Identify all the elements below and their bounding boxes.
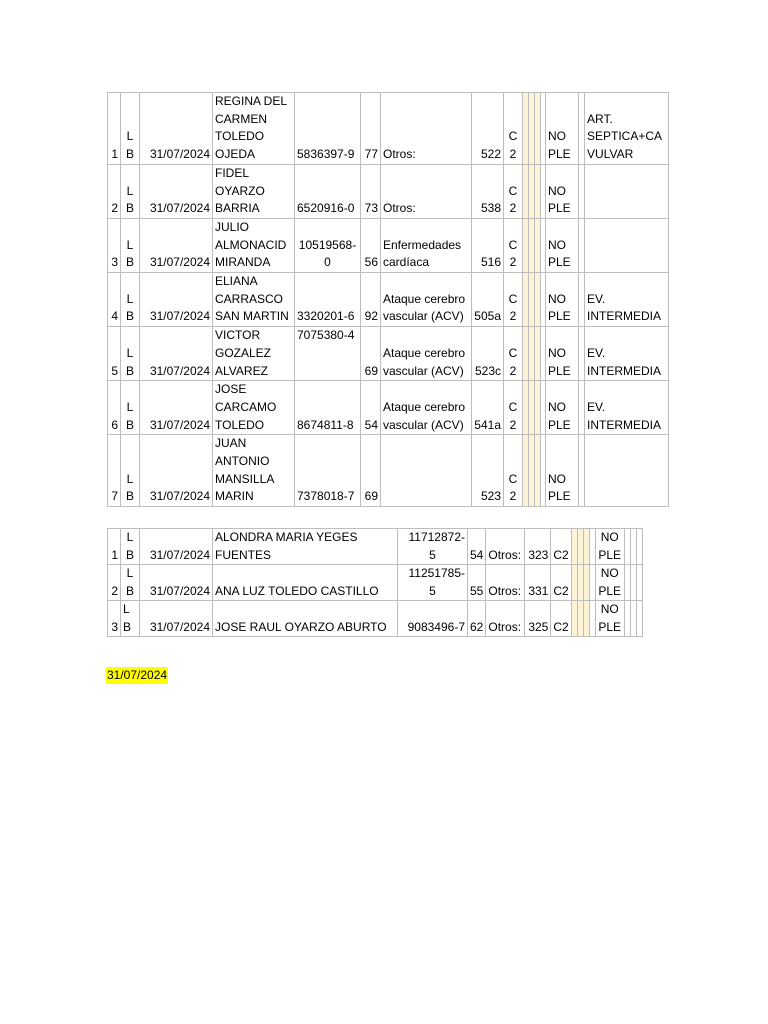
rut-cell: 7075380-4 — [295, 327, 361, 381]
note-cell: EV. INTERMEDIA — [585, 327, 669, 381]
bed-code — [121, 327, 140, 381]
diagnosis-cell: Otros: — [381, 93, 472, 165]
bed-letter-l: L — [126, 566, 134, 580]
table-row — [108, 565, 643, 601]
status-no: NO — [548, 291, 566, 306]
empty-cell — [636, 601, 642, 637]
bed-letter-l: L — [126, 237, 134, 252]
code-cell: 523c — [472, 327, 504, 381]
bed-letter-b: B — [125, 255, 134, 270]
patient-name-line: OJEDA — [215, 147, 256, 162]
status-cell — [546, 381, 579, 435]
patient-name-line: SAN MARTIN — [215, 309, 289, 324]
patient-name — [213, 529, 398, 565]
patient-name-line: MARIN — [215, 489, 254, 504]
patient-name — [213, 273, 295, 327]
patient-name-line: TOLEDO — [215, 129, 265, 144]
bed-letter-b: B — [125, 147, 134, 162]
age-cell: 55 — [468, 565, 486, 601]
age-cell: 69 — [361, 327, 381, 381]
status-no: NO — [548, 129, 566, 144]
diagnosis-cell: Otros: — [486, 565, 525, 601]
bed-code — [121, 218, 140, 272]
age-cell: 92 — [361, 273, 381, 327]
patient-name-line: FUENTES — [215, 547, 272, 562]
code-cell: 541a — [472, 381, 504, 435]
status-ple: PLE — [548, 417, 571, 432]
table-row — [108, 381, 669, 435]
table-row — [108, 327, 669, 381]
date-cell: 31/07/2024 — [140, 435, 213, 507]
rut-cell — [398, 529, 468, 565]
table-row — [108, 93, 669, 165]
bed-letter-b: B — [125, 363, 134, 378]
bed-code — [121, 273, 140, 327]
rut-cell: 6520916-0 — [295, 164, 361, 218]
date-cell: 31/07/2024 — [140, 93, 213, 165]
note-cell: ART. SEPTICA+CA VULVAR — [585, 93, 669, 165]
table-row — [108, 435, 669, 507]
patient-name — [213, 601, 398, 637]
row-number: 6 — [108, 381, 121, 435]
patient-name — [213, 381, 295, 435]
bed-letter-l: L — [126, 345, 134, 360]
age-cell: 73 — [361, 164, 381, 218]
status-no: NO — [548, 399, 566, 414]
bed-letter-l: L — [126, 129, 134, 144]
status-no: NO — [600, 566, 619, 580]
diagnosis-cell: Otros: — [486, 529, 525, 565]
patient-name-line: MANSILLA — [215, 471, 275, 486]
note-cell — [585, 435, 669, 507]
category-cell — [504, 435, 523, 507]
code-cell: 323 — [525, 529, 551, 565]
empty-cell — [636, 565, 642, 601]
status-cell — [546, 273, 579, 327]
rut-part-a: 11712872- — [408, 530, 465, 544]
row-number: 4 — [108, 273, 121, 327]
patient-name-line: ANTONIO — [215, 454, 270, 469]
bed-letter-b: B — [125, 489, 134, 504]
category-number: 2 — [509, 363, 517, 378]
date-cell: 31/07/2024 — [140, 381, 213, 435]
age-cell: 69 — [361, 435, 381, 507]
patient-name — [213, 93, 295, 165]
patient-name — [213, 435, 295, 507]
patient-table-1 — [107, 92, 669, 507]
status-cell — [546, 164, 579, 218]
code-cell: 522 — [472, 93, 504, 165]
patient-name-line: FIDEL — [215, 165, 250, 180]
note-cell — [585, 218, 669, 272]
status-ple: PLE — [548, 363, 571, 378]
category-cell — [504, 218, 523, 272]
status-no: NO — [600, 602, 619, 616]
bed-code — [121, 565, 140, 601]
category-number: 2 — [509, 255, 517, 270]
bed-letter-l: L — [126, 399, 134, 414]
patient-name-line: MIRANDA — [215, 255, 271, 270]
bed-code — [121, 601, 140, 637]
status-ple: PLE — [598, 583, 622, 598]
bed-letter-b: B — [125, 583, 134, 598]
patient-name-line: GOZALEZ — [215, 345, 272, 360]
bed-code — [121, 381, 140, 435]
category-number: 2 — [509, 417, 517, 432]
category-cell — [504, 273, 523, 327]
date-cell: 31/07/2024 — [140, 327, 213, 381]
date-cell: 31/07/2024 — [140, 565, 213, 601]
patient-name-line: ALVAREZ — [215, 363, 268, 378]
empty-cell — [636, 529, 642, 565]
row-number: 5 — [108, 327, 121, 381]
age-cell: 62 — [468, 601, 486, 637]
row-number: 3 — [108, 218, 121, 272]
status-no: NO — [548, 471, 566, 486]
category-cell: C2 — [551, 529, 571, 565]
note-cell: EV. INTERMEDIA — [585, 273, 669, 327]
category-letter: C — [508, 129, 518, 144]
category-number: 2 — [509, 201, 517, 216]
bed-letter-l: L — [126, 530, 134, 544]
patient-name-line: VICTOR — [215, 328, 261, 343]
rut-cell: 3320201-6 — [295, 273, 361, 327]
rut-part-a: 11251785- — [408, 566, 465, 580]
bed-letter-l: L — [126, 291, 134, 306]
rut-cell — [398, 565, 468, 601]
code-cell: 523 — [472, 435, 504, 507]
bed-code — [121, 529, 140, 565]
category-number: 2 — [509, 489, 517, 504]
patient-name — [213, 164, 295, 218]
rut-cell: 10519568-0 — [295, 218, 361, 272]
rut-cell — [398, 601, 468, 637]
category-cell — [504, 327, 523, 381]
status-cell — [546, 435, 579, 507]
row-number: 2 — [108, 164, 121, 218]
date-cell: 31/07/2024 — [140, 529, 213, 565]
category-letter: C — [508, 345, 518, 360]
footer-date: 31/07/2024 — [107, 668, 168, 682]
category-letter: C — [508, 471, 518, 486]
rut-cell: 5836397-9 — [295, 93, 361, 165]
patient-name-line: OYARZO — [215, 183, 265, 198]
row-number: 1 — [108, 529, 121, 565]
bed-letter-b: B — [123, 619, 132, 634]
diagnosis-cell: Enfermedades cardíaca — [381, 218, 472, 272]
age-cell: 77 — [361, 93, 381, 165]
age-cell: 56 — [361, 218, 381, 272]
status-ple: PLE — [548, 255, 571, 270]
category-cell: C2 — [551, 601, 571, 637]
bed-code — [121, 164, 140, 218]
status-ple: PLE — [598, 547, 622, 562]
status-cell — [546, 93, 579, 165]
status-ple: PLE — [548, 489, 571, 504]
category-letter: C — [508, 399, 518, 414]
code-cell: 505a — [472, 273, 504, 327]
status-ple: PLE — [598, 619, 622, 634]
patient-name-line: ELIANA — [215, 274, 258, 289]
category-cell — [504, 93, 523, 165]
status-cell — [595, 565, 624, 601]
category-cell — [504, 164, 523, 218]
patient-name-line: REGINA DEL — [215, 94, 288, 108]
table-row — [108, 218, 669, 272]
patient-name-line: JULIO — [215, 219, 250, 234]
status-cell — [595, 529, 624, 565]
rut-part-b: 9083496-7 — [407, 619, 465, 634]
date-cell: 31/07/2024 — [140, 218, 213, 272]
category-number: 2 — [509, 309, 517, 324]
bed-letter-l: L — [126, 471, 134, 486]
category-number: 2 — [509, 147, 517, 162]
patient-name-line: JOSE RAUL OYARZO ABURTO — [215, 619, 387, 634]
status-ple: PLE — [548, 309, 571, 324]
code-cell: 538 — [472, 164, 504, 218]
patient-name-line: CARMEN — [215, 111, 268, 126]
status-cell — [595, 601, 624, 637]
code-cell: 516 — [472, 218, 504, 272]
status-cell — [546, 218, 579, 272]
diagnosis-cell: Ataque cerebro vascular (ACV) — [381, 273, 472, 327]
diagnosis-cell: Otros: — [486, 601, 525, 637]
status-no: NO — [600, 530, 619, 544]
status-no: NO — [548, 183, 566, 198]
status-no: NO — [548, 237, 566, 252]
table-row — [108, 164, 669, 218]
patient-name-line: ANA LUZ TOLEDO CASTILLO — [215, 583, 379, 598]
category-cell — [504, 381, 523, 435]
bed-letter-b: B — [125, 547, 134, 562]
note-cell: EV. INTERMEDIA — [585, 381, 669, 435]
patient-table-2 — [107, 528, 643, 637]
category-letter: C — [508, 183, 518, 198]
rut-cell: 7378018-7 — [295, 435, 361, 507]
bed-code — [121, 93, 140, 165]
table-row — [108, 601, 643, 637]
bed-code — [121, 435, 140, 507]
patient-name-line: JUAN — [215, 436, 247, 451]
row-number: 2 — [108, 565, 121, 601]
table-row — [108, 273, 669, 327]
patient-name-line: ALMONACID — [215, 237, 287, 252]
status-ple: PLE — [548, 201, 571, 216]
table-row — [108, 529, 643, 565]
diagnosis-cell: Ataque cerebro vascular (ACV) — [381, 381, 472, 435]
row-number: 7 — [108, 435, 121, 507]
row-number: 1 — [108, 93, 121, 165]
patient-name-line: TOLEDO — [215, 417, 265, 432]
category-letter: C — [508, 291, 518, 306]
diagnosis-cell: Otros: — [381, 164, 472, 218]
patient-name — [213, 327, 295, 381]
bed-letter-l: L — [126, 183, 134, 198]
bed-letter-l: L — [123, 602, 130, 616]
rut-part-b: 5 — [429, 547, 436, 562]
age-cell: 54 — [361, 381, 381, 435]
patient-name-line: JOSE — [215, 382, 247, 397]
diagnosis-cell — [381, 435, 472, 507]
category-cell: C2 — [551, 565, 571, 601]
status-ple: PLE — [548, 147, 571, 162]
diagnosis-cell: Ataque cerebro vascular (ACV) — [381, 327, 472, 381]
code-cell: 331 — [525, 565, 551, 601]
note-cell — [585, 164, 669, 218]
bed-letter-b: B — [125, 201, 134, 216]
date-cell: 31/07/2024 — [140, 273, 213, 327]
rut-cell: 8674811-8 — [295, 381, 361, 435]
status-cell — [546, 327, 579, 381]
patient-name-line: BARRIA — [215, 201, 260, 216]
status-no: NO — [548, 345, 566, 360]
bed-letter-b: B — [125, 417, 134, 432]
patient-name-line: CARCAMO — [215, 399, 277, 414]
age-cell: 54 — [468, 529, 486, 565]
date-cell: 31/07/2024 — [140, 601, 213, 637]
bed-letter-b: B — [125, 309, 134, 324]
date-cell: 31/07/2024 — [140, 164, 213, 218]
patient-name-line: CARRASCO — [215, 291, 284, 306]
patient-name — [213, 565, 398, 601]
category-letter: C — [508, 237, 518, 252]
code-cell: 325 — [525, 601, 551, 637]
rut-part-a — [400, 601, 465, 619]
row-number: 3 — [108, 601, 121, 637]
rut-part-b: 5 — [429, 583, 436, 598]
patient-name — [213, 218, 295, 272]
patient-name-line: ALONDRA MARIA YEGES — [215, 530, 358, 544]
